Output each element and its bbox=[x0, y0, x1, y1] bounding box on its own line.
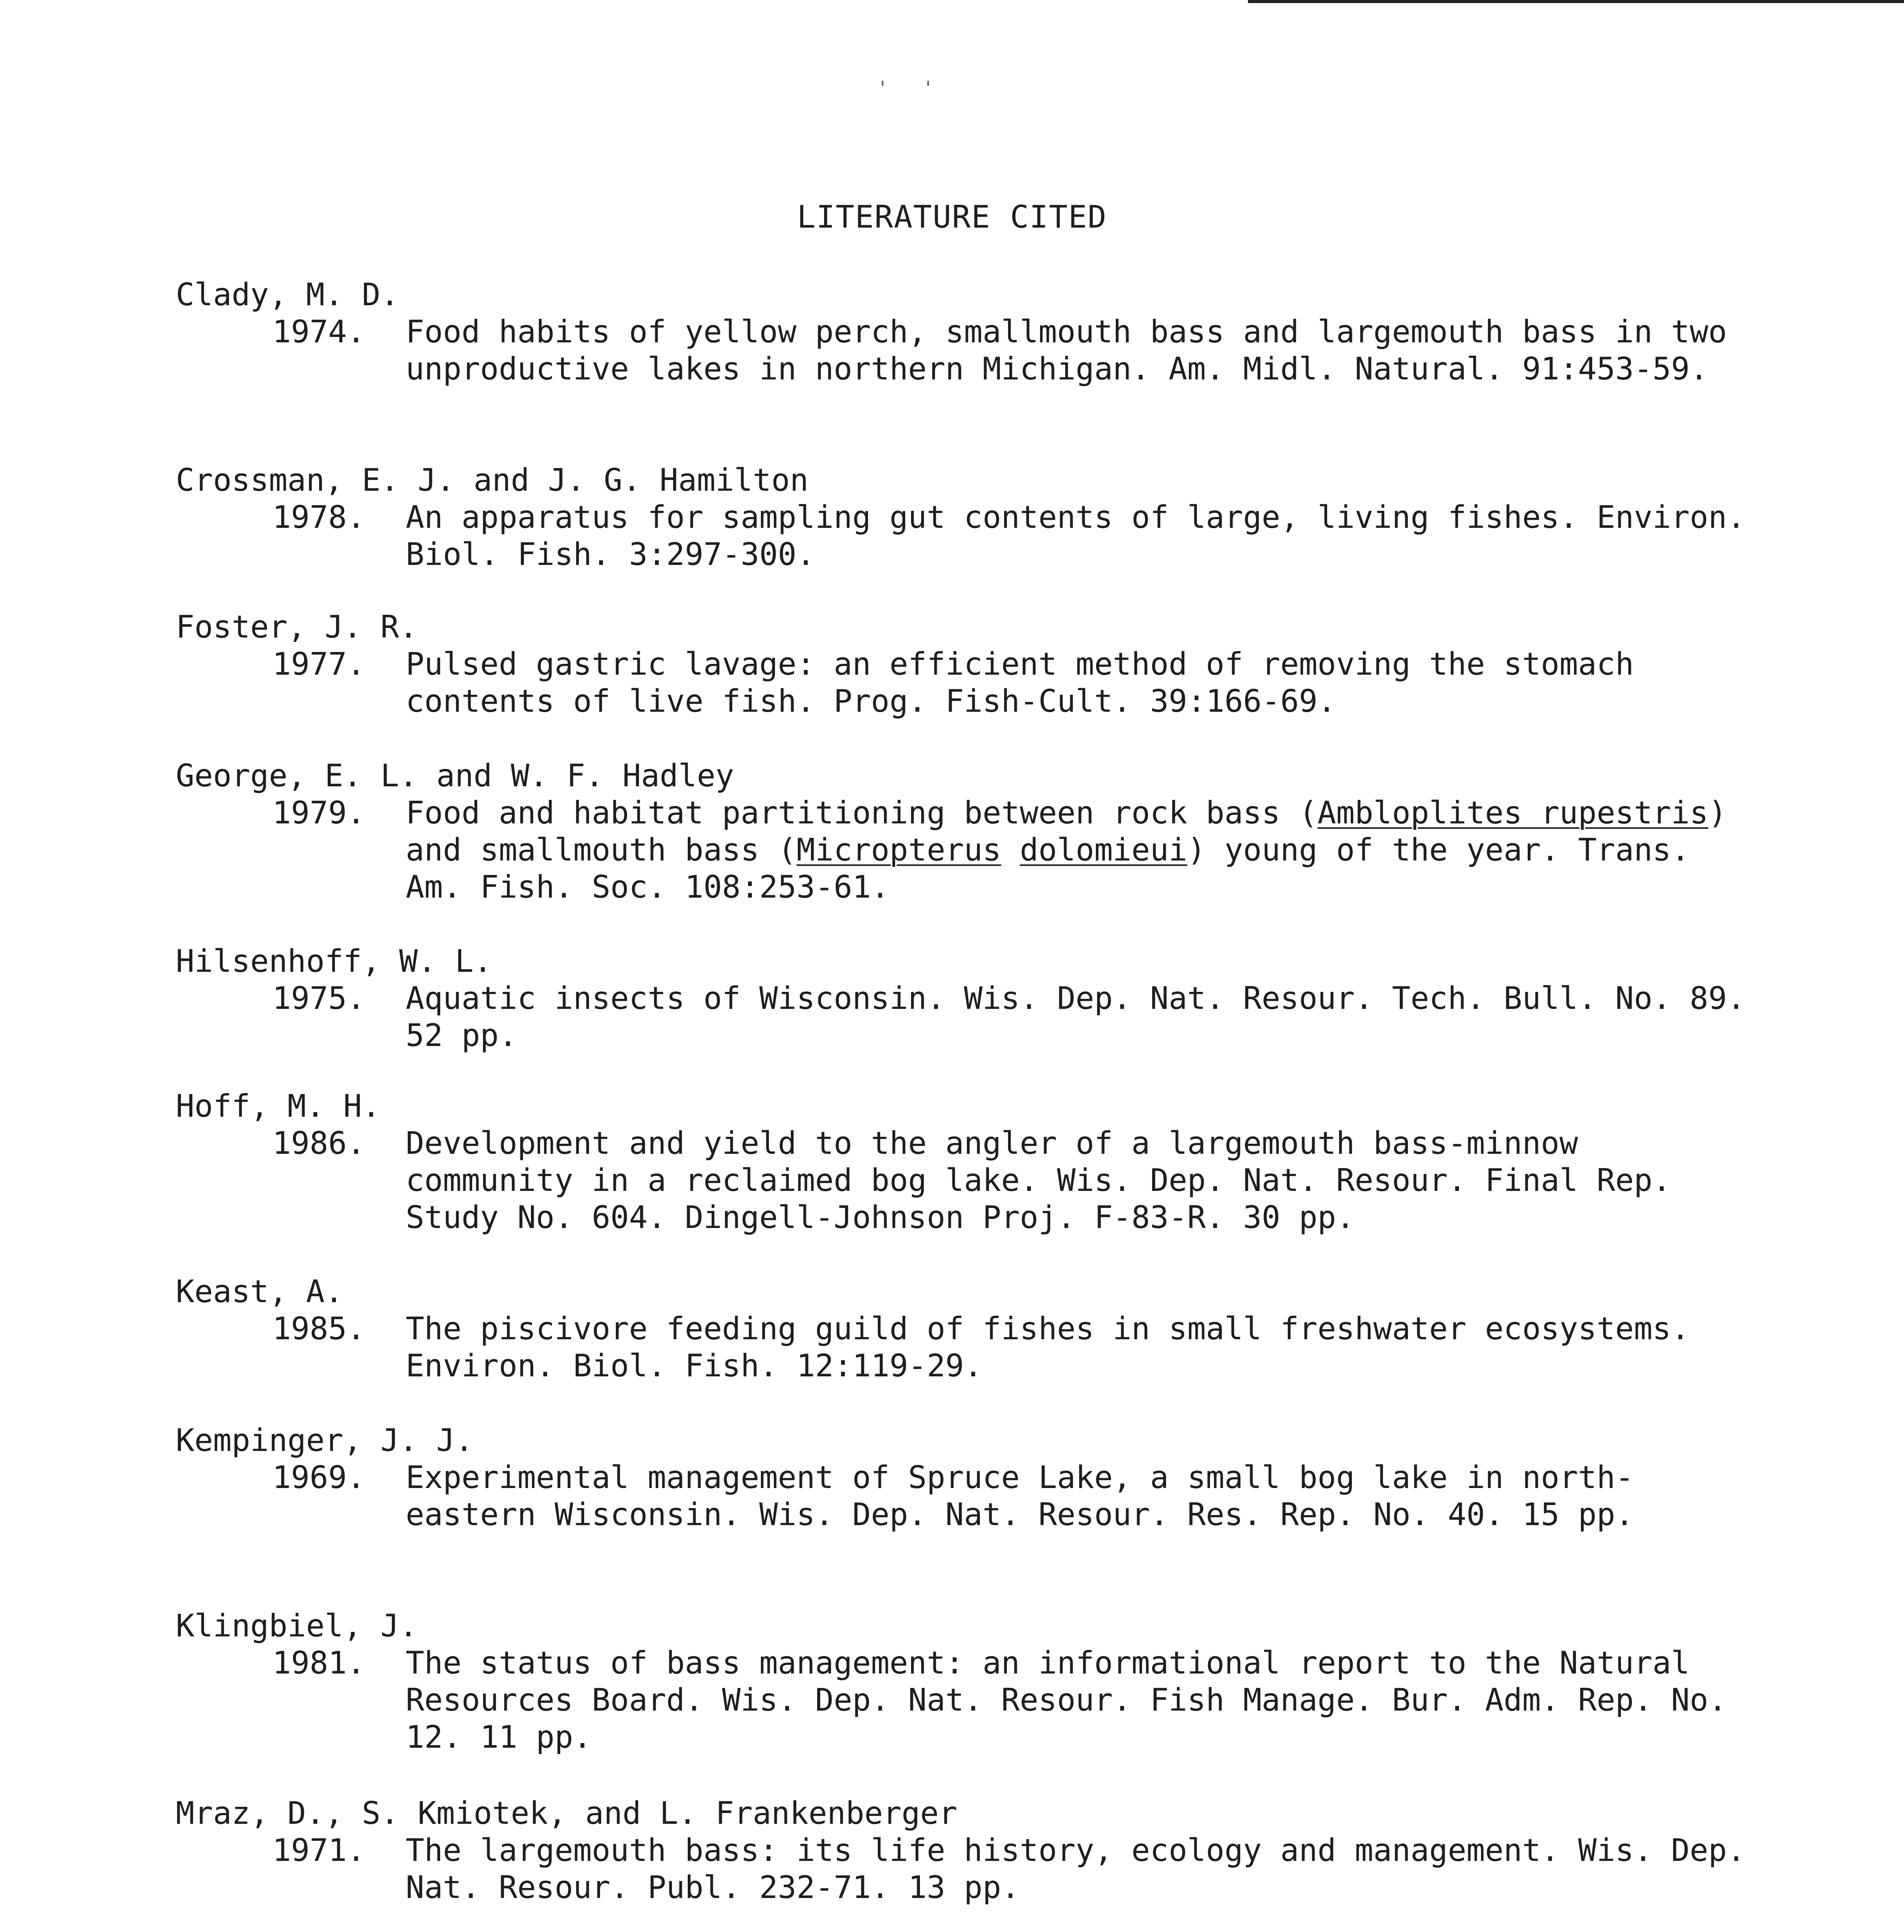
scan-marks: ' ' bbox=[877, 77, 945, 99]
reference-text-part bbox=[1001, 832, 1020, 868]
reference-year: 1978. bbox=[272, 499, 366, 535]
reference-body bbox=[272, 1832, 1760, 1906]
reference-author: Hoff, M. H. bbox=[176, 1088, 381, 1124]
species-name-micropterus: Micropterus bbox=[796, 832, 1001, 868]
reference-text: Food habits of yellow perch, smallmouth bass and largemouth bass in two unproductive lakes in northern Michigan. Am. Midl. Natural. 91:453-59. bbox=[406, 314, 1727, 387]
reference-text: The largemouth bass: its life history, ecology and management. Wis. Dep. Nat. Resour. Publ. 232-71. 13 pp. bbox=[406, 1832, 1746, 1905]
reference-text: An apparatus for sampling gut contents of large, living fishes. Environ. Biol. Fish. 3:297-300. bbox=[406, 499, 1746, 572]
reference-body bbox=[272, 1125, 1760, 1236]
reference-author: Crossman, E. J. and J. G. Hamilton bbox=[176, 462, 809, 498]
reference-year: 1979. bbox=[272, 795, 366, 831]
reference-entry-klingbiel bbox=[176, 1607, 1760, 1756]
reference-body bbox=[272, 499, 1760, 573]
reference-entry-crossman bbox=[176, 462, 1760, 573]
reference-year: 1975. bbox=[272, 980, 366, 1016]
reference-year: 1977. bbox=[272, 646, 366, 682]
species-name-ambloplites: Ambloplites rupestris bbox=[1318, 795, 1708, 831]
reference-text-part: ) young of the year. Trans. Am. Fish. Soc. 108:253-61. bbox=[406, 832, 1690, 905]
reference-entry-kempinger bbox=[176, 1422, 1760, 1533]
reference-body bbox=[272, 1459, 1760, 1533]
reference-author: Hilsenhoff, W. L. bbox=[176, 943, 492, 979]
reference-body bbox=[272, 646, 1760, 720]
reference-text: Pulsed gastric lavage: an efficient method of removing the stomach contents of live fish. Prog. Fish-Cult. 39:166-69. bbox=[406, 646, 1634, 719]
reference-entry-mraz bbox=[176, 1795, 1760, 1906]
reference-body bbox=[272, 1310, 1760, 1384]
reference-entry-foster bbox=[176, 609, 1760, 720]
reference-year: 1985. bbox=[272, 1311, 366, 1347]
reference-text: Development and yield to the angler of a largemouth bass-minnow community in a reclaimed bog lake. Wis. Dep. Nat. Resour. Final Rep. Study No. 604. Dingell-Johnson Proj. F-83-R. 30 pp. bbox=[406, 1125, 1671, 1235]
reference-author: Mraz, D., S. Kmiotek, and L. Frankenberger bbox=[176, 1795, 957, 1831]
reference-year: 1974. bbox=[272, 314, 366, 350]
reference-body bbox=[272, 980, 1760, 1054]
reference-year: 1981. bbox=[272, 1645, 366, 1681]
reference-entry-hilsenhoff bbox=[176, 943, 1760, 1054]
reference-body bbox=[272, 313, 1760, 388]
reference-year: 1971. bbox=[272, 1832, 366, 1868]
reference-text-part: Food and habitat partitioning between rock bass ( bbox=[406, 795, 1318, 831]
reference-entry-hoff bbox=[176, 1088, 1760, 1236]
page-title: LITERATURE CITED bbox=[797, 199, 1107, 235]
reference-author: Clady, M. D. bbox=[176, 277, 399, 313]
reference-text-part: ) and smallmouth bass ( bbox=[406, 795, 1727, 868]
reference-entry-george bbox=[176, 757, 1760, 906]
reference-body bbox=[272, 1645, 1760, 1756]
reference-author: George, E. L. and W. F. Hadley bbox=[176, 758, 734, 794]
reference-text: The piscivore feeding guild of fishes in small freshwater ecosystems. Environ. Biol. Fish. 12:119-29. bbox=[406, 1311, 1690, 1384]
reference-author: Kempinger, J. J. bbox=[176, 1422, 474, 1458]
reference-body bbox=[272, 794, 1760, 906]
species-name-dolomieui: dolomieui bbox=[1020, 832, 1187, 868]
reference-year: 1969. bbox=[272, 1459, 366, 1495]
reference-text: Experimental management of Spruce Lake, a small bog lake in north-eastern Wisconsin. Wis. Dep. Nat. Resour. Res. Rep. No. 40. 15 pp. bbox=[406, 1459, 1634, 1532]
reference-author: Klingbiel, J. bbox=[176, 1608, 418, 1644]
top-edge-rule bbox=[1248, 0, 1904, 3]
reference-year: 1986. bbox=[272, 1125, 366, 1161]
reference-entry-clady bbox=[176, 276, 1760, 388]
reference-entry-keast bbox=[176, 1273, 1760, 1384]
reference-author: Keast, A. bbox=[176, 1274, 343, 1310]
reference-author: Foster, J. R. bbox=[176, 609, 418, 645]
reference-text: Aquatic insects of Wisconsin. Wis. Dep. Nat. Resour. Tech. Bull. No. 89. 52 pp. bbox=[406, 980, 1746, 1053]
reference-text: The status of bass management: an informational report to the Natural Resources Board. Wis. Dep. Nat. Resour. Fish Manage. Bur. Adm. Rep. No. 12. 11 pp. bbox=[406, 1645, 1727, 1755]
reference-text bbox=[406, 794, 1760, 906]
